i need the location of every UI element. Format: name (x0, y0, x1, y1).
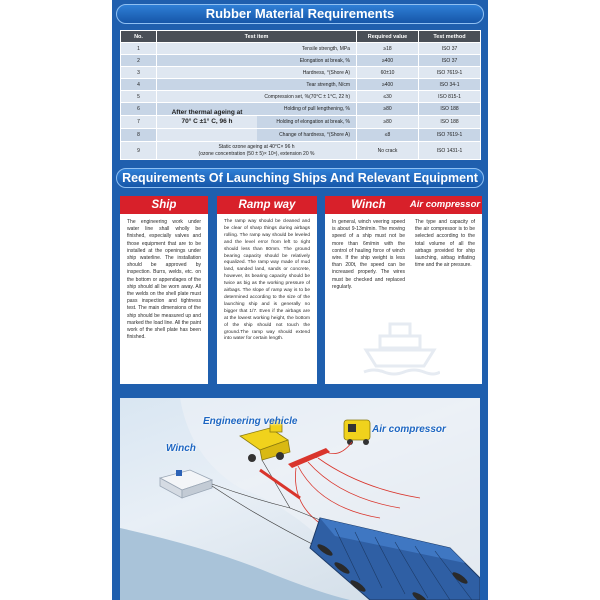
cell-value: ≥400 (357, 55, 419, 67)
rubber-requirements-table (120, 30, 480, 160)
section-title-launching: Requirements Of Launching Ships And Relevant Equipment (116, 168, 484, 188)
cell-method: ISO 7619-1 (419, 67, 481, 79)
cell-no: 2 (121, 55, 157, 67)
cell-method: ISO 37 (419, 55, 481, 67)
winch-icon (160, 470, 212, 498)
cell-item: Compression set, %(70°C ± 1°C, 22 h) (157, 91, 357, 103)
col-header-test-item: Test item (157, 31, 357, 43)
cell-item: Tear strength, N/cm (157, 79, 357, 91)
table-row (121, 55, 481, 67)
cell-item: Tensile strength, MPa (157, 43, 357, 55)
card-text: The engineering work under water line shall wholly be finished, especially valves and those equipment that are to be installed at the openings under ship waterline. The installation should be approved by inspection. Burrs, welds, etc. on the bottom or appendages of the ship should all be worn away. All the welds on the shell plate must pass inspection and tightness test. The main dimensions of the ship should be measured up and marked the load line. All the paint work of the shell plate has been finished. (127, 219, 201, 341)
col-header-no: No. (121, 31, 157, 43)
table-row (121, 91, 481, 103)
launching-illustration (120, 398, 480, 600)
ship-watermark-icon (360, 318, 440, 378)
cell-method: ISO 7619-1 (419, 129, 481, 142)
card-ship (120, 196, 208, 384)
cell-method: ISO 37 (419, 43, 481, 55)
cell-item-line1: Static ozone ageing at 40°C× 96 h (218, 143, 295, 150)
cell-no: 4 (121, 79, 157, 91)
cell-item-thermal (157, 129, 357, 142)
cell-value: ≥80 (357, 103, 419, 116)
table-row (121, 79, 481, 91)
spec-sheet (112, 0, 488, 600)
cell-value: ≥80 (357, 116, 419, 129)
cell-no: 7 (121, 116, 157, 129)
label-winch: Winch (166, 443, 196, 454)
thermal-label-line2: 70° C ±1° C, 96 h (181, 118, 233, 125)
cell-value: 60±10 (357, 67, 419, 79)
cell-item: Elongation at break, % (157, 55, 357, 67)
table-row (121, 129, 481, 142)
card-text: The type and capacity of the air compressor is to be selected according to the total volume of all the airbags provided for ship launching, airbag inflating time and the air pressure. (415, 219, 475, 269)
label-engineering-vehicle: Engineering vehicle (203, 416, 298, 427)
col-header-test-method: Test method (419, 31, 481, 43)
card-title: Winch (325, 196, 412, 214)
card-title: Ramp way (217, 196, 317, 214)
cell-value: ≤8 (357, 129, 419, 142)
cell-value: ≥400 (357, 79, 419, 91)
cell-value: ≥18 (357, 43, 419, 55)
cell-no: 3 (121, 67, 157, 79)
table-row (121, 116, 481, 129)
card-text: The ramp way should be cleaned and be clear of sharp things during airbags rolling. The ramp way should be leveled and the level error from left to right should less than 80mm. The ground bearing capacity should be relatively equalized. The ramp way made of mud land, sanded land, sands or concrete, however, its bearing capacity should be twice as big as the working pressure of airbags. The slope of ramp way is to be determined according to the size of the launching ship and is generally no bigger that 1/7. Even if the airbags are at the lowest working height, the bottom of the ship should not touch the ground.The ramp way should extend into water for certain length. (224, 219, 310, 342)
cell-no: 1 (121, 43, 157, 55)
cell-value: No crack (357, 142, 419, 160)
section-title-rubber: Rubber Material Requirements (116, 4, 484, 24)
cell-item (157, 142, 357, 160)
cell-method: ISO 1431-1 (419, 142, 481, 160)
cell-item-line2: (ozone concentration (50 ± 5)× 10⁸), extension 20 % (198, 150, 315, 157)
label-air-compressor: Air compressor (372, 424, 446, 435)
table-row (121, 67, 481, 79)
card-ramp-way (217, 196, 317, 384)
cell-method: ISO 188 (419, 103, 481, 116)
thermal-label-line1: After thermal ageing at (171, 109, 243, 116)
cell-method: ISO 188 (419, 116, 481, 129)
col-header-required-value: Required value (357, 31, 419, 43)
cell-no: 5 (121, 91, 157, 103)
card-text: In general, winch veering speed is about 9-13m/min. The moving speed of a ship must not be more than 6m/min with the control of hauling force of winch wire. If the ship weight is less than 200t, the speed can be increased properly. The wires must be checked and replaced regularly. (332, 219, 405, 290)
card-title: Air compressor (408, 196, 482, 214)
cell-no: 8 (121, 129, 157, 142)
cell-no: 6 (121, 103, 157, 116)
table-row (121, 43, 481, 55)
cell-value: ≤30 (357, 91, 419, 103)
cell-item: Holding of pull lengthening, % (283, 106, 350, 112)
cell-method: ISO 815-1 (419, 91, 481, 103)
cell-method: ISO 34-1 (419, 79, 481, 91)
cell-item: Hardness, °(Shore A) (157, 67, 357, 79)
card-title: Ship (120, 196, 208, 214)
cell-no: 9 (121, 142, 157, 160)
cell-item: Holding of elongation at break, % (257, 116, 356, 128)
thermal-ageing-label (157, 109, 257, 128)
table-row (121, 142, 481, 160)
cell-item: Change of hardness, °(Shore A) (279, 132, 350, 138)
